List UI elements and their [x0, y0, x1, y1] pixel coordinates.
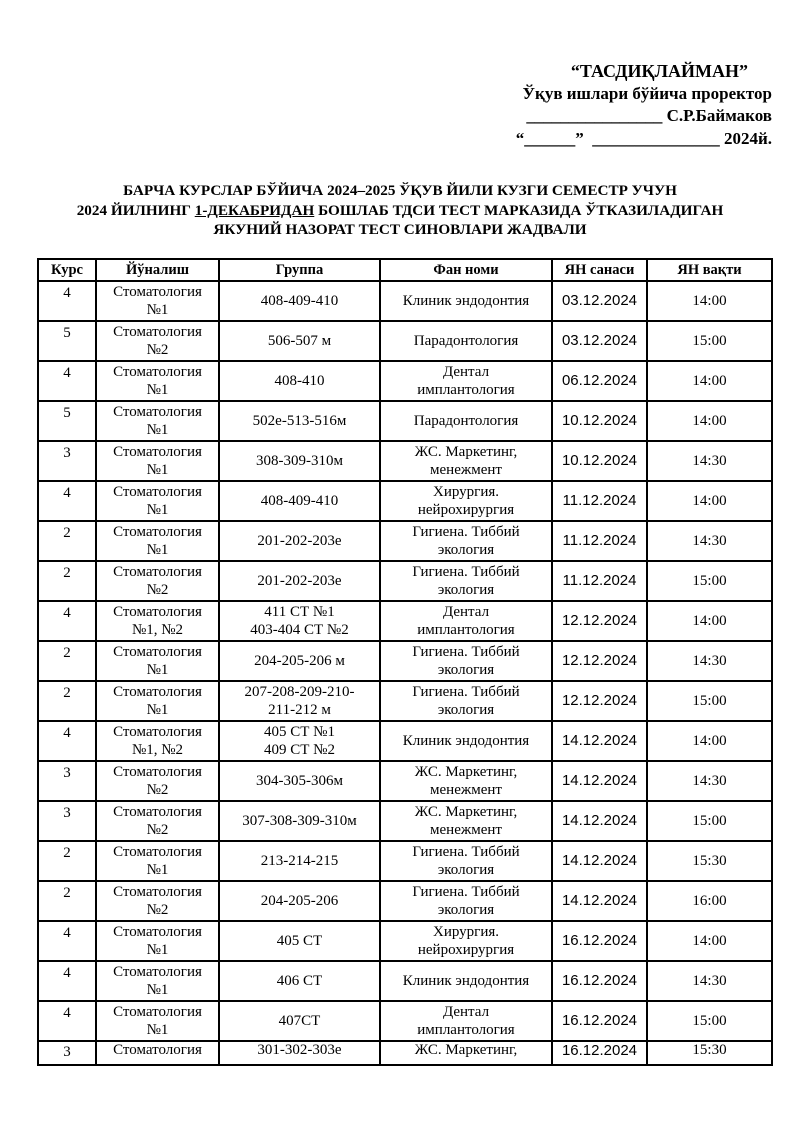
header-exam-date: ЯН санаси: [552, 259, 647, 281]
cell-exam-date: 06.12.2024: [552, 361, 647, 401]
header-direction: Йўналиш: [96, 259, 219, 281]
cell-kurs: 5: [38, 321, 96, 361]
approval-signature-line: ________________ С.Р.Баймаков: [526, 106, 772, 125]
cell-direction: Стоматология №1: [96, 641, 219, 681]
heading-line-2: [0, 201, 800, 221]
table-header-row: [38, 259, 772, 281]
cell-kurs: 4: [38, 281, 96, 321]
cell-direction: Стоматология №2: [96, 801, 219, 841]
cell-exam-time: 14:30: [647, 761, 772, 801]
cell-exam-time: 14:00: [647, 921, 772, 961]
cell-group: 204-205-206 м: [219, 641, 380, 681]
approval-date-line: “______” _______________ 2024й.: [515, 128, 772, 148]
cell-group: 411 СТ №1 403-404 СТ №2: [219, 601, 380, 641]
cell-exam-time: 14:00: [647, 481, 772, 521]
cell-group: 408-409-410: [219, 481, 380, 521]
table-row: [38, 601, 772, 641]
cell-kurs: 4: [38, 921, 96, 961]
cell-exam-date: 11.12.2024: [552, 561, 647, 601]
exam-schedule-table: [37, 258, 773, 1066]
cell-direction: Стоматология №1: [96, 961, 219, 1001]
table-row: [38, 321, 772, 361]
cell-direction: Стоматология №1, №2: [96, 601, 219, 641]
cell-exam-time: 15:00: [647, 801, 772, 841]
cell-subject: Гигиена. Тиббий экология: [380, 881, 552, 921]
table-row: [38, 281, 772, 321]
cell-subject: Гигиена. Тиббий экология: [380, 561, 552, 601]
cell-kurs: 3: [38, 761, 96, 801]
table-row: [38, 881, 772, 921]
table-row: [38, 641, 772, 681]
cell-exam-date: 12.12.2024: [552, 641, 647, 681]
cell-group: 201-202-203е: [219, 561, 380, 601]
cell-group: 405 СТ №1 409 СТ №2: [219, 721, 380, 761]
cell-group: 201-202-203е: [219, 521, 380, 561]
heading-line-1: БАРЧА КУРСЛАР БЎЙИЧА 2024–2025 ЎҚУВ ЙИЛИ КУЗГИ СЕМЕСТР УЧУН: [123, 182, 677, 199]
table-body: [38, 281, 772, 1065]
cell-direction: Стоматология №1, №2: [96, 721, 219, 761]
approval-block: [516, 60, 772, 150]
cell-direction: Стоматология №2: [96, 321, 219, 361]
header-group: Группа: [219, 259, 380, 281]
cell-exam-date: 10.12.2024: [552, 401, 647, 441]
cell-exam-time: 14:00: [647, 601, 772, 641]
cell-kurs: 3: [38, 1041, 96, 1065]
cell-exam-time: 16:00: [647, 881, 772, 921]
cell-kurs: 4: [38, 1001, 96, 1041]
header-kurs: Курс: [38, 259, 96, 281]
cell-kurs: 2: [38, 881, 96, 921]
cell-exam-date: 03.12.2024: [552, 281, 647, 321]
cell-exam-date: 14.12.2024: [552, 801, 647, 841]
cell-direction: Стоматология №2: [96, 881, 219, 921]
cell-exam-date: 14.12.2024: [552, 841, 647, 881]
table-row: [38, 401, 772, 441]
table-row: [38, 961, 772, 1001]
cell-group: 213-214-215: [219, 841, 380, 881]
cell-exam-time: 14:30: [647, 521, 772, 561]
document-heading: [0, 181, 800, 240]
cell-kurs: 2: [38, 681, 96, 721]
cell-direction: Стоматология №1: [96, 481, 219, 521]
cell-group: 405 СТ: [219, 921, 380, 961]
cell-kurs: 4: [38, 961, 96, 1001]
cell-group: 207-208-209-210- 211-212 м: [219, 681, 380, 721]
table-row: [38, 921, 772, 961]
cell-kurs: 4: [38, 601, 96, 641]
cell-direction: Стоматология №1: [96, 681, 219, 721]
cell-subject: ЖС. Маркетинг, менежмент: [380, 761, 552, 801]
table-row: [38, 561, 772, 601]
cell-kurs: 2: [38, 521, 96, 561]
approval-title: “ТАСДИҚЛАЙМАН”: [570, 61, 748, 81]
cell-exam-date: 14.12.2024: [552, 881, 647, 921]
heading-start-date: 1-ДЕКАБРИДАН: [194, 201, 315, 219]
cell-exam-time: 14:00: [647, 281, 772, 321]
cell-subject: Гигиена. Тиббий экология: [380, 841, 552, 881]
heading-line-2-start: 2024 ЙИЛНИНГ: [76, 201, 195, 219]
cell-direction: Стоматология №1: [96, 921, 219, 961]
cell-group: 407СТ: [219, 1001, 380, 1041]
cell-kurs: 3: [38, 441, 96, 481]
cell-group: 506-507 м: [219, 321, 380, 361]
cell-exam-time: 14:00: [647, 401, 772, 441]
cell-group: 408-409-410: [219, 281, 380, 321]
cell-group: 308-309-310м: [219, 441, 380, 481]
cell-subject: ЖС. Маркетинг, менежмент: [380, 441, 552, 481]
table-row: [38, 1001, 772, 1041]
cell-direction: Стоматология №1: [96, 441, 219, 481]
cell-subject: Клиник эндодонтия: [380, 721, 552, 761]
cell-subject: Дентал имплантология: [380, 1001, 552, 1041]
cell-exam-time: 14:30: [647, 641, 772, 681]
table-row: [38, 441, 772, 481]
cell-exam-date: 16.12.2024: [552, 961, 647, 1001]
cell-exam-time: 14:30: [647, 441, 772, 481]
cell-subject: Парадонтология: [380, 321, 552, 361]
cell-direction: Стоматология №1: [96, 521, 219, 561]
cell-kurs: 4: [38, 481, 96, 521]
cell-kurs: 2: [38, 841, 96, 881]
cell-group: 301-302-303е: [219, 1041, 380, 1065]
cell-kurs: 5: [38, 401, 96, 441]
cell-subject: Клиник эндодонтия: [380, 281, 552, 321]
cell-kurs: 2: [38, 641, 96, 681]
table-row: [38, 721, 772, 761]
cell-group: 304-305-306м: [219, 761, 380, 801]
cell-direction: Стоматология №1: [96, 841, 219, 881]
cell-group: 406 СТ: [219, 961, 380, 1001]
cell-exam-date: 16.12.2024: [552, 1041, 647, 1065]
cell-exam-time: 14:30: [647, 961, 772, 1001]
table-row: [38, 801, 772, 841]
cell-kurs: 2: [38, 561, 96, 601]
cell-group: 204-205-206: [219, 881, 380, 921]
cell-kurs: 3: [38, 801, 96, 841]
cell-exam-date: 14.12.2024: [552, 761, 647, 801]
cell-group: 307-308-309-310м: [219, 801, 380, 841]
cell-direction: Стоматология №1: [96, 401, 219, 441]
cell-subject: Парадонтология: [380, 401, 552, 441]
cell-subject: Хирургия. нейрохирургия: [380, 481, 552, 521]
cell-subject: Гигиена. Тиббий экология: [380, 521, 552, 561]
cell-exam-time: 15:00: [647, 1001, 772, 1041]
heading-line-2-end: БОШЛАБ ТДСИ ТЕСТ МАРКАЗИДА ЎТКАЗИЛАДИГАН: [314, 201, 724, 219]
cell-direction: Стоматология: [96, 1041, 219, 1065]
table-row: [38, 1041, 772, 1065]
cell-exam-date: 12.12.2024: [552, 601, 647, 641]
cell-direction: Стоматология №1: [96, 361, 219, 401]
header-exam-time: ЯН вақти: [647, 259, 772, 281]
cell-subject: Дентал имплантология: [380, 361, 552, 401]
cell-subject: ЖС. Маркетинг,: [380, 1041, 552, 1065]
cell-direction: Стоматология №2: [96, 561, 219, 601]
cell-exam-date: 12.12.2024: [552, 681, 647, 721]
cell-exam-date: 10.12.2024: [552, 441, 647, 481]
table-row: [38, 481, 772, 521]
cell-kurs: 4: [38, 721, 96, 761]
table-row: [38, 761, 772, 801]
cell-exam-date: 16.12.2024: [552, 1001, 647, 1041]
cell-exam-time: 14:00: [647, 721, 772, 761]
cell-exam-time: 15:00: [647, 561, 772, 601]
table-row: [38, 361, 772, 401]
cell-group: 502е-513-516м: [219, 401, 380, 441]
cell-exam-time: 15:30: [647, 841, 772, 881]
cell-exam-date: 11.12.2024: [552, 481, 647, 521]
cell-exam-date: 16.12.2024: [552, 921, 647, 961]
cell-subject: ЖС. Маркетинг, менежмент: [380, 801, 552, 841]
cell-exam-time: 14:00: [647, 361, 772, 401]
cell-exam-date: 14.12.2024: [552, 721, 647, 761]
cell-subject: Клиник эндодонтия: [380, 961, 552, 1001]
table-row: [38, 521, 772, 561]
cell-exam-date: 11.12.2024: [552, 521, 647, 561]
cell-exam-time: 15:30: [647, 1041, 772, 1065]
cell-kurs: 4: [38, 361, 96, 401]
cell-subject: Гигиена. Тиббий экология: [380, 641, 552, 681]
header-subject: Фан номи: [380, 259, 552, 281]
cell-group: 408-410: [219, 361, 380, 401]
cell-direction: Стоматология №1: [96, 281, 219, 321]
cell-direction: Стоматология №1: [96, 1001, 219, 1041]
cell-subject: Хирургия. нейрохирургия: [380, 921, 552, 961]
approval-position: Ўқув ишлари бўйича проректор: [522, 83, 772, 103]
table-row: [38, 681, 772, 721]
cell-exam-time: 15:00: [647, 321, 772, 361]
cell-subject: Гигиена. Тиббий экология: [380, 681, 552, 721]
cell-direction: Стоматология №2: [96, 761, 219, 801]
table-row: [38, 841, 772, 881]
cell-exam-time: 15:00: [647, 681, 772, 721]
cell-exam-date: 03.12.2024: [552, 321, 647, 361]
cell-subject: Дентал имплантология: [380, 601, 552, 641]
heading-line-3: ЯКУНИЙ НАЗОРАТ ТЕСТ СИНОВЛАРИ ЖАДВАЛИ: [213, 221, 587, 238]
